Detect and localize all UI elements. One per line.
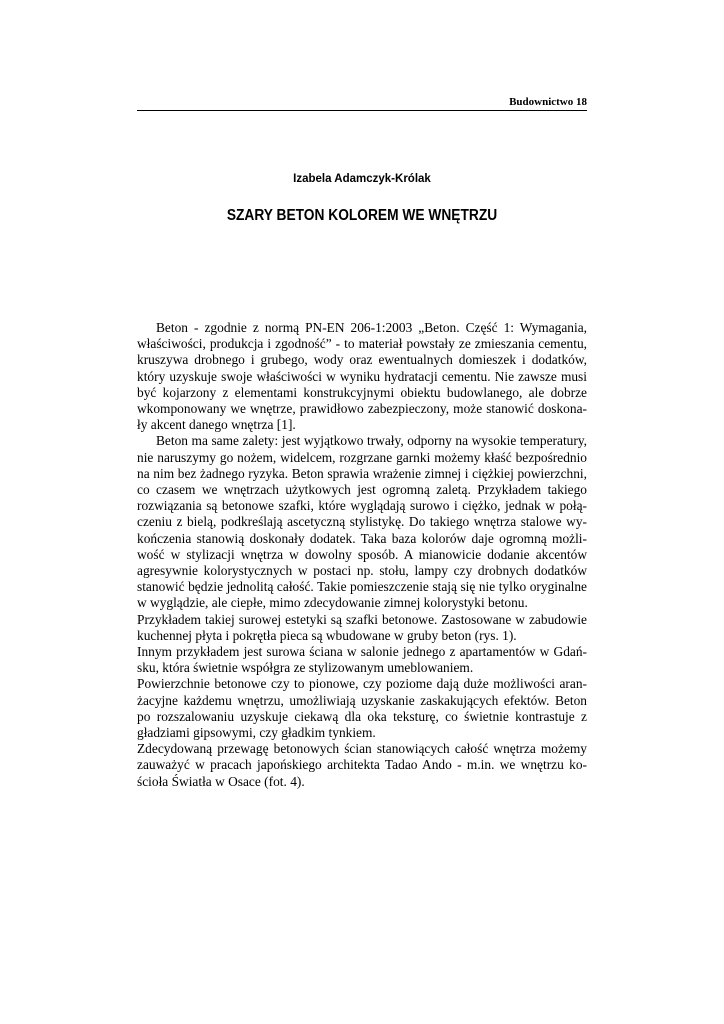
running-header: Budownictwo 18 xyxy=(509,96,587,108)
header-rule xyxy=(137,110,587,111)
paragraph-6: Zdecydowaną przewagę betonowych ścian stanowiących całość wnętrza możemy zauważyć w pracach japońskiego architekta Tadao Ando - m.in. we wnętrzu kościoła Światła w Osace (fot. 4). xyxy=(137,741,587,789)
author-name: Izabela Adamczyk-Królak xyxy=(293,173,431,185)
paragraph-3: Przykładem takiej surowej estetyki są szafki betonowe. Zastosowane w zabudowie kuchennej płyta i pokrętła pieca są wbudowane w gruby beton (rys. 1). xyxy=(137,611,587,643)
article-body xyxy=(137,320,587,790)
paragraph-2: Beton ma same zalety: jest wyjątkowo trwały, odporny na wysokie temperatury, nie naruszymy go nożem, widelcem, rozgrzane garnki możemy kłaść bezpośrednio na nim bez żadnego ryzyka. Beton sprawia wrażenie zimnej i ciężkiej powierzchni, co czasem we wnętrzach użytkowych jest ogromną zaletą. Przykładem takiego rozwiązania są betonowe szafki, które wyglądają surowo i ciężko, jednak w połączeniu z bielą, podkreślają ascetyczną stylistykę. Do takiego wnętrza stalowe wykończenia stanowią doskonały dodatek. Taka baza kolorów daje ogromną możliwość w stylizacji wnętrza w dowolny sposób. A mianowicie dodanie akcentów agresywnie kolorystycznych w postaci np. stołu, lampy czy drobnych dodatków stanowić będzie jednolitą całość. Takie pomieszczenie stają się nie tylko oryginalne w wyglądzie, ale ciepłe, mimo zdecydowanie zimnej kolorystyki betonu. xyxy=(137,433,587,611)
paragraph-5: Powierzchnie betonowe czy to pionowe, czy poziome dają duże możliwości aranżacyjne każdemu wnętrzu, umożliwiają uzyskanie zaskakujących efektów. Beton po rozszalowaniu uzyskuje ciekawą dla oka teksturę, co świetnie kontrastuje z gładziami gipsowymi, czy gładkim tynkiem. xyxy=(137,676,587,741)
article-title: SZARY BETON KOLOREM WE WNĘTRZU xyxy=(226,207,498,224)
paragraph-1: Beton - zgodnie z normą PN-EN 206-1:2003 „Beton. Część 1: Wymagania, właściwości, produkcja i zgodność” - to materiał powstały ze zmieszania cementu, kruszywa drobnego i grubego, wody oraz ewentualnych domieszek i dodatków, który uzyskuje swoje właściwości w wyniku hydratacji cementu. Nie zawsze musi być kojarzony z elementami konstrukcyjnymi obiektu budowlanego, ale dobrze wkomponowany we wnętrze, prawidłowo zabezpieczony, może stanowić doskonały akcent danego wnętrza [1]. xyxy=(137,320,587,433)
paragraph-4: Innym przykładem jest surowa ściana w salonie jednego z apartamentów w Gdańsku, która świetnie współgra ze stylizowanym umeblowaniem. xyxy=(137,644,587,676)
